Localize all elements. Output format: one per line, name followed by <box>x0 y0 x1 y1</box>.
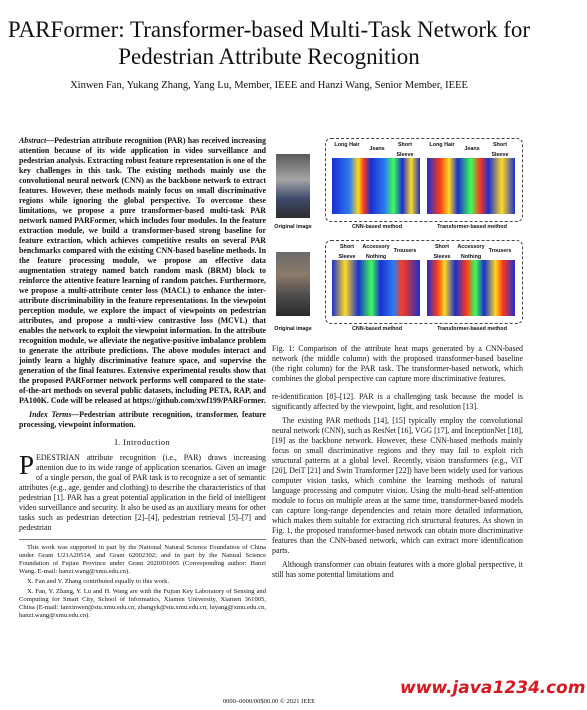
transformer-method-label-top: Transformer-based method <box>437 224 507 230</box>
footnote-equal: X. Fan and Y. Zhang contributed equally to this work. <box>27 578 170 585</box>
bottom-cnn-label-2: Accessory Nothing <box>362 244 390 260</box>
right-paragraph-3: Although transformer can obtain features with a more global perspective, it still has some potential limitations and <box>272 560 523 579</box>
intro-paragraph <box>19 450 266 533</box>
transformer-heatmap-top <box>427 158 515 214</box>
original-image-label-top: Original image <box>274 224 312 230</box>
right-paragraph-1: re-identification [8]–[12]. PAR is a challenging task because the model is significantly affected by the viewpoint, light, and resolution [13]. <box>272 392 523 411</box>
cnn-method-label-top: CNN-based method <box>351 224 403 230</box>
copyright-footer: 0000–0000/00$00.00 © 2021 IEEE <box>222 698 316 705</box>
watermark: www.java1234.com <box>398 678 587 698</box>
paper-title: PARFormer: Transformer-based Multi-Task Network for Pedestrian Attribute Recognition <box>7 17 531 69</box>
cnn-heatmap-bottom <box>332 260 420 316</box>
right-column <box>272 136 523 584</box>
bottom-cnn-label-3: Trousers <box>393 248 417 254</box>
transformer-heatmap-bottom <box>427 260 515 316</box>
abstract <box>19 136 266 406</box>
index-terms-label: Index Terms— <box>29 410 80 419</box>
original-image-bottom <box>276 252 310 316</box>
bottom-trans-label-2: Accessory Nothing <box>457 244 485 260</box>
top-cnn-label-3: Short Sleeve <box>396 142 414 158</box>
transformer-method-label-bottom: Transformer-based method <box>437 326 507 332</box>
top-cnn-label-1: Long Hair <box>334 142 360 148</box>
original-image-label-bottom: Original image <box>274 326 312 332</box>
figure-caption: Fig. 1: Comparison of the attribute heat maps generated by a CNN-based network (the middle column) with the proposed transformer-based baseline (the right column) for the PAR task. The transformer-based network, which combines the global perspective can capture more discriminative features. <box>272 344 523 383</box>
cnn-method-label-bottom: CNN-based method <box>351 326 403 332</box>
intro-text: EDESTRIAN attribute recognition (i.e., PAR) draws increasing attention due to its wide range of application scenarios. Given an image of a single person, the goal of PAR task is to recognize a set of semantic attributes (e.g., age, gender and clothing) to describe the characteristics of that pedestrian [1]. PAR has a great potential application in the field of intelligent video surveillance and security. It also be used as an auxiliary means for other tasks such as pedestrian detection [2]–[4], pedestrian retrieval [5]–[7] and pedestrian <box>19 453 266 532</box>
footnotes <box>19 539 266 620</box>
right-paragraph-2: The existing PAR methods [14], [15] typically employ the convolutional neural network (CNN), such as ResNet [16], VGG [17], and InceptionNet [18], [19] as the backbone network. However, these CNN-based methods mainly focus on small discriminative regions and they may fail to exploit rich structural patterns at a global level. Recently, vision transformers (e.g., ViT [20], DeiT [21] and Swin Transformer [22]) have been widely used for various computer vision tasks, which combine the learning methods of natural language processing and computer vision. Using the multi-head self-attention module to focus on multiple areas at the same time, transformer-based models can capture long-range dependencies and retain more detailed information, which makes them suitable for extracting rich structural features. As shown in Fig. 1, the proposed transformer-based network can obtain more discriminative features than the CNN-based network, which can extract more identification parts. <box>272 416 523 555</box>
footnote-funding: This work was supported in part by the National Natural Science Foundation of China under Grant U21A20514, and Grant 62002302; and in part by the Natural Science Foundation of Fujian Province under Grant 2020J01005 (Corresponding author: Hanzi Wang. E-mail: hanzi.wang@xmu.edu.cn). <box>19 544 266 575</box>
author-list: Xinwen Fan, Yukang Zhang, Yang Lu, Member, IEEE and Hanzi Wang, Senior Member, IEEE <box>70 80 468 91</box>
top-cnn-label-2: Jeans <box>369 146 385 152</box>
original-image-top <box>276 154 310 218</box>
abstract-label: Abstract— <box>19 136 55 145</box>
bottom-trans-label-1: Short Sleeve <box>433 244 451 260</box>
index-terms-text: Pedestrian attribute recognition, transformer, feature processing, viewpoint information. <box>19 410 266 429</box>
cnn-heatmap-top <box>332 158 420 214</box>
top-trans-label-3: Short Sleeve <box>491 142 509 158</box>
top-trans-label-2: Jeans <box>464 146 480 152</box>
index-terms <box>19 410 266 430</box>
abstract-text: Pedestrian attribute recognition (PAR) has received increasing attention because of its wide application in video surveillance and pedestrian analysis. Extracting robust feature representation is one of the key challenges in this task. The existing methods mainly use the convolutional neural network (CNN) as the backbone network to extract features. However, these methods mainly focus on small discriminative regions while ignoring the global perspective. To overcome these limitations, we propose a pure transformer-based multi-task PAR network named PARFormer, which includes four modules. In the feature extraction module, we build a transformer-based strong baseline for feature extraction, which achieves competitive results on several PAR benchmarks compared with the existing CNN-based baseline methods. In the feature processing module, we propose an effective data augmentation strategy named batch random mask (BRM) block to reinforce the attentive feature learning of random patches. Furthermore, we propose a multi-attribute center loss (MACL) to enhance the inter-attribute discriminability in the feature representations. In the viewpoint perception module, we explore the impact of viewpoints on pedestrian attributes, and propose a multi-view contrastive loss (MCVL) that enables the network to exploit the viewpoint information. In the attribute recognition module, we alleviate the negative-positive imbalance problem to generate the attribute predictions. The above modules interact and jointly learn a highly discriminative feature space, and supervise the generation of the final features. Extensive experimental results show that the proposed PARFormer network performs well compared to the state-of-the-art methods on several public datasets, including PETA, RAP, and PA100K. Code will be released at https://github.com/xwf199/PARFormer. <box>19 136 266 405</box>
bottom-cnn-label-1: Short Sleeve <box>338 244 356 260</box>
top-trans-label-1: Long Hair <box>429 142 455 148</box>
left-column <box>19 136 266 622</box>
figure-1 <box>272 136 523 342</box>
section-heading: I. Introduction <box>114 438 171 447</box>
bottom-trans-label-3: Trousers <box>488 248 512 254</box>
drop-cap: P <box>19 450 35 480</box>
footnote-affiliation: X. Fan, Y. Zhang, Y. Lu and H. Wang are with the Fujian Key Laboratory of Sensing and Computing for Smart City, School of Informatics, Xiamen University, Xiamen 361005, China (E-mail: fanxinwen@stu.xmu.edu.cn, zhangyk@stu.xmu.edu.cn, luyang@xmu.edu.cn, hanzi.wang@xmu.edu.cn). <box>19 588 266 619</box>
